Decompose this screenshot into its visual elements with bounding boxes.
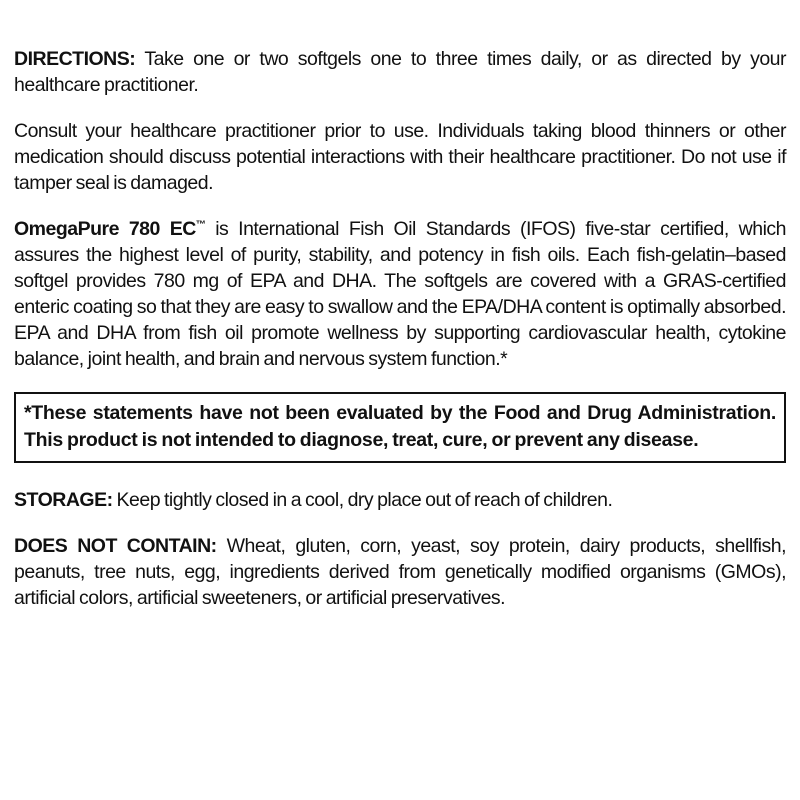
- caution-paragraph: [14, 118, 786, 196]
- supplement-label-panel: [14, 46, 786, 631]
- description-text: is International Fish Oil Standards (IFOS) five-star certified, which assures the highest level of purity, stability, and potency in fish oils. Each fish-gelatin–based softgel provides 780 mg of EPA and DHA. The softgels are covered with a GRAS-certified enteric coating so that they are easy to swallow and the EPA/DHA content is optimally absorbed. EPA and DHA from fish oil promote wellness by supporting cardiovascular health, cytokine balance, joint health, and brain and nervous system function.*: [14, 218, 787, 370]
- directions-text: Take one or two softgels one to three times daily, or as directed by your healthcare practitioner.: [14, 48, 786, 96]
- storage-label: STORAGE:: [14, 489, 113, 511]
- fda-disclaimer-box: [14, 392, 786, 463]
- trademark-symbol: ™: [195, 219, 206, 231]
- directions-paragraph: [14, 46, 786, 98]
- directions-label: DIRECTIONS:: [14, 48, 136, 70]
- does-not-contain-paragraph: [14, 533, 786, 611]
- storage-paragraph: [14, 487, 786, 513]
- caution-text: Consult your healthcare practitioner prior to use. Individuals taking blood thinners or other medication should discuss potential interactions with their healthcare practitioner. Do not use if tamper seal is damaged.: [14, 120, 786, 194]
- does-not-contain-text: Wheat, gluten, corn, yeast, soy protein, dairy products, shellfish, peanuts, tree nuts, egg, ingredients derived from genetically modified organisms (GMOs), artificial colors, artificial sweeteners, or artificial preservatives.: [14, 535, 786, 609]
- brand-name: OmegaPure 780 EC: [14, 218, 196, 240]
- description-paragraph: [14, 216, 786, 372]
- storage-text: Keep tightly closed in a cool, dry place out of reach of children.: [116, 489, 613, 511]
- does-not-contain-label: DOES NOT CONTAIN:: [14, 535, 217, 557]
- fda-disclaimer-text: *These statements have not been evaluated by the Food and Drug Administration. This product is not intended to diagnose, treat, cure, or prevent any disease.: [24, 402, 776, 451]
